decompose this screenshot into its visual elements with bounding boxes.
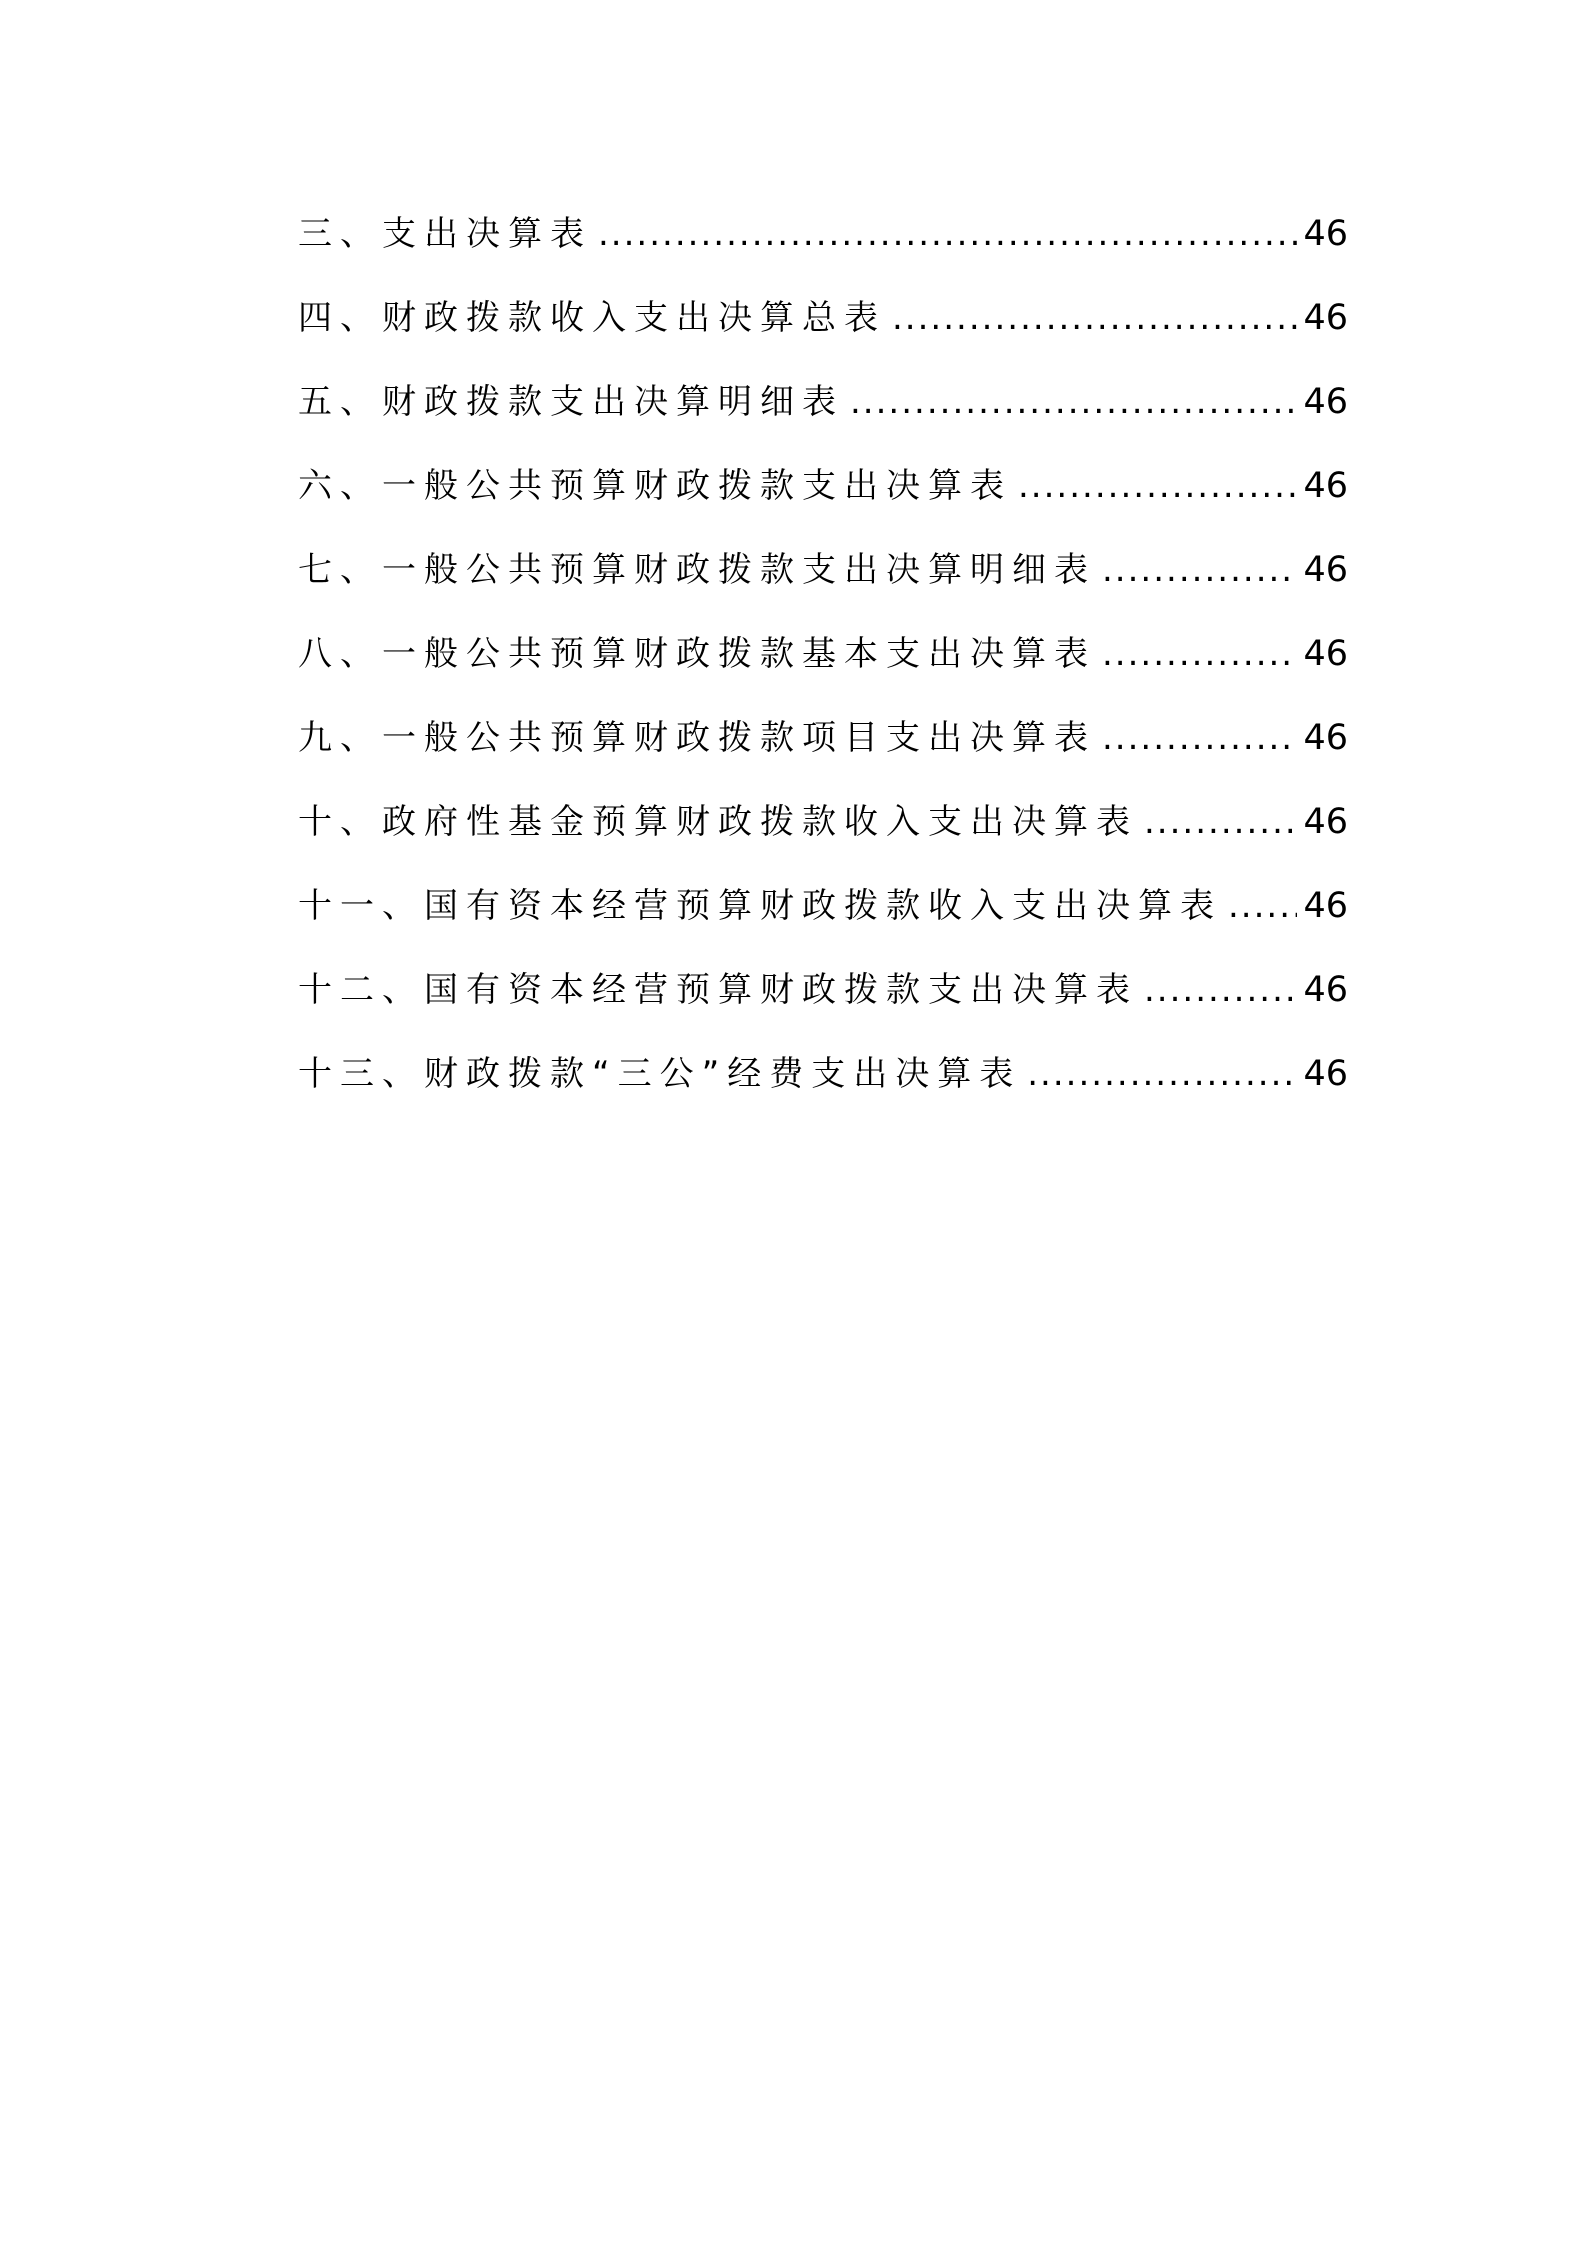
toc-entry[interactable] [298, 796, 1348, 880]
toc-entry[interactable] [298, 292, 1348, 376]
toc-dot-leader [1102, 628, 1297, 680]
toc-entry[interactable] [298, 628, 1348, 712]
toc-entry-title: 六、一般公共预算财政拨款支出决算表 [298, 466, 1012, 506]
toc-page-number: 46 [1303, 466, 1348, 506]
toc-entry-title: 四、财政拨款收入支出决算总表 [298, 298, 886, 338]
toc-page-number: 46 [1303, 1054, 1348, 1094]
toc-dot-leader [1018, 460, 1297, 512]
toc-dot-leader [1102, 544, 1297, 596]
toc-dot-leader [1144, 964, 1297, 1016]
toc-dot-leader [1102, 712, 1297, 764]
toc-entry[interactable] [298, 880, 1348, 964]
toc-entry[interactable] [298, 208, 1348, 292]
toc-dot-leader [1228, 880, 1297, 932]
toc-entry-title: 十二、国有资本经营预算财政拨款支出决算表 [298, 970, 1138, 1010]
toc-dot-leader [598, 208, 1297, 260]
toc-page-number: 46 [1303, 970, 1348, 1010]
table-of-contents [298, 208, 1348, 1132]
toc-entry-title: 十、政府性基金预算财政拨款收入支出决算表 [298, 802, 1138, 842]
toc-entry[interactable] [298, 1048, 1348, 1132]
toc-entry-title: 九、一般公共预算财政拨款项目支出决算表 [298, 718, 1096, 758]
toc-page-number: 46 [1303, 550, 1348, 590]
toc-page-number: 46 [1303, 718, 1348, 758]
toc-entry[interactable] [298, 712, 1348, 796]
toc-entry-title: 八、一般公共预算财政拨款基本支出决算表 [298, 634, 1096, 674]
toc-page-number: 46 [1303, 382, 1348, 422]
toc-entry-title: 十三、财政拨款“三公”经费支出决算表 [298, 1054, 1022, 1094]
toc-dot-leader [1144, 796, 1297, 848]
toc-entry-title: 七、一般公共预算财政拨款支出决算明细表 [298, 550, 1096, 590]
toc-page-number: 46 [1303, 886, 1348, 926]
toc-page-number: 46 [1303, 802, 1348, 842]
toc-entry[interactable] [298, 544, 1348, 628]
toc-entry-title: 三、支出决算表 [298, 214, 592, 254]
toc-dot-leader [850, 376, 1297, 428]
toc-dot-leader [1027, 1048, 1297, 1100]
toc-entry[interactable] [298, 964, 1348, 1048]
toc-entry[interactable] [298, 376, 1348, 460]
toc-entry-title: 五、财政拨款支出决算明细表 [298, 382, 844, 422]
toc-entry[interactable] [298, 460, 1348, 544]
toc-page-number: 46 [1303, 634, 1348, 674]
toc-page-number: 46 [1303, 214, 1348, 254]
toc-entry-title: 十一、国有资本经营预算财政拨款收入支出决算表 [298, 886, 1222, 926]
toc-page-number: 46 [1303, 298, 1348, 338]
toc-dot-leader [892, 292, 1297, 344]
